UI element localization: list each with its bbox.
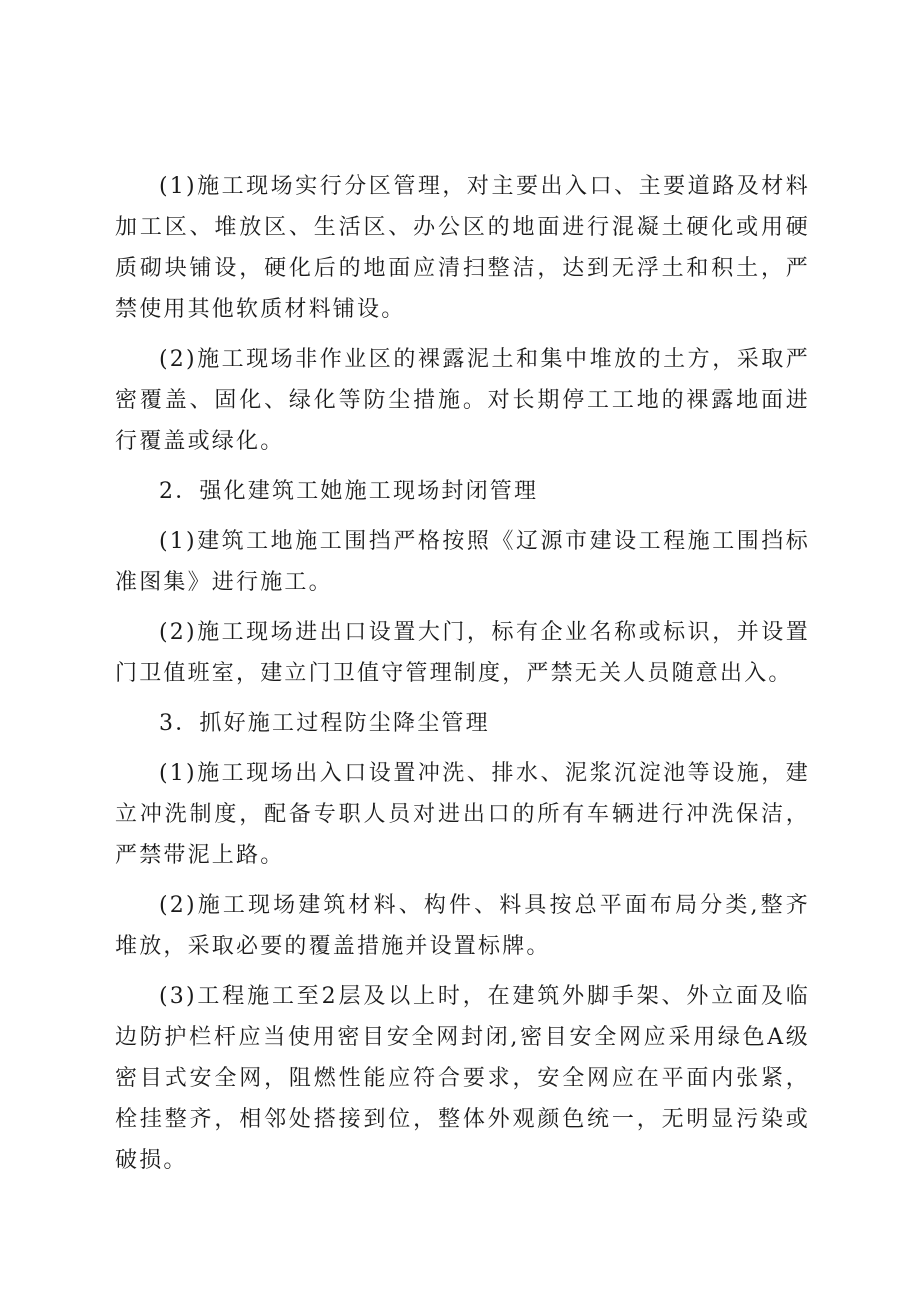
paragraph-1: (1)施工现场实行分区管理，对主要出入口、主要道路及材料加工区、堆放区、生活区、办公区的地面进行混凝土硬化或用硬质砌块铺设，硬化后的地面应清扫整洁，达到无浮土和积土，严禁使用其他软质材料铺设。 [115,174,810,322]
paragraph-6: (2)施工现场建筑材料、构件、料具按总平面布局分类,整齐堆放，采取必要的覆盖措施并设置标牌。 [115,893,810,959]
paragraph-4: (2)施工现场进出口设置大门，标有企业名称或标识，并设置门卫值班室，建立门卫值守管理制度，严禁无关人员随意出入。 [115,620,810,686]
paragraph-2: (2)施工现场非作业区的裸露泥土和集中堆放的土方，采取严密覆盖、固化、绿化等防尘措施。对长期停工工地的裸露地面进行覆盖或绿化。 [115,347,810,454]
section-heading-2: 2．强化建筑工她施工现场封闭管理 [159,479,539,504]
section-heading-3: 3．抓好施工过程防尘降尘管理 [159,711,490,736]
paragraph-7: (3)工程施工至2层及以上时，在建筑外脚手架、外立面及临边防护栏杆应当使用密目安全网封闭,密目安全网应采用绿色A级密目式安全网，阻燃性能应符合要求，安全网应在平面内张紧，栓挂整齐，相邻处搭接到位，整体外观颜色统一，无明显污染或破损。 [115,984,810,1173]
paragraph-3: (1)建筑工地施工围挡严格按照《辽源市建设工程施工围挡标准图集》进行施工。 [115,529,810,595]
paragraph-5: (1)施工现场出入口设置冲洗、排水、泥浆沉淀池等设施，建立冲洗制度，配备专职人员对进出口的所有车辆进行冲洗保洁，严禁带泥上路。 [115,761,810,868]
document-body [115,166,810,1190]
